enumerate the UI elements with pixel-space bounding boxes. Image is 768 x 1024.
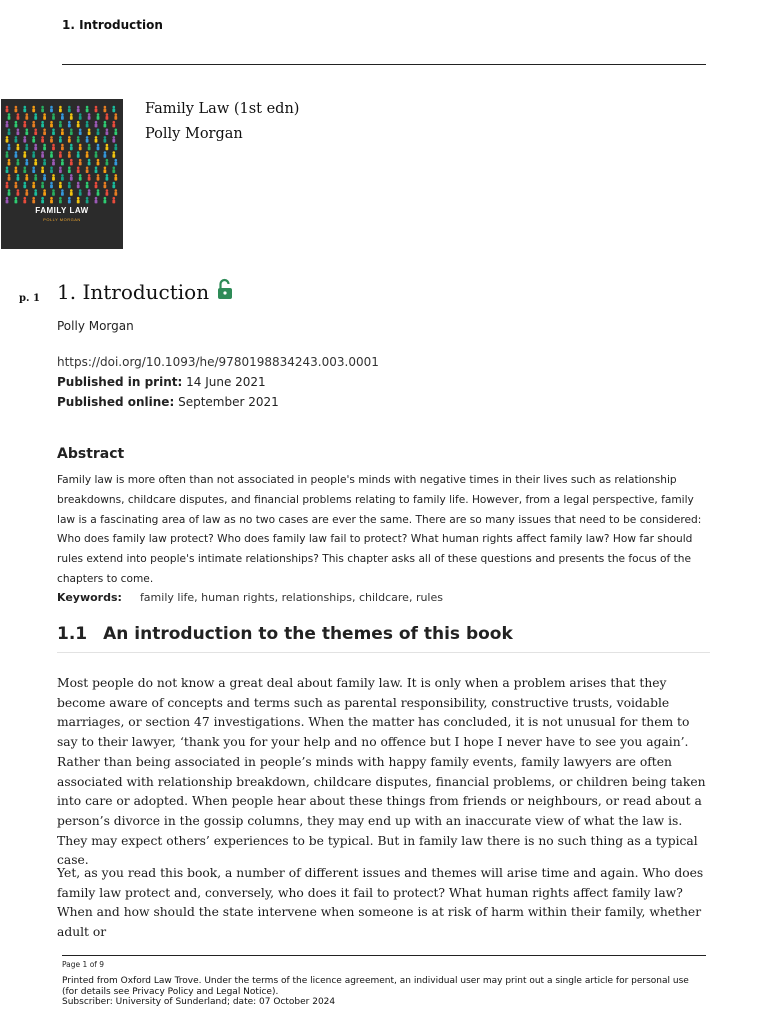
keyword-link[interactable]: childcare (358, 591, 409, 604)
body-paragraph: Yet, as you read this book, a number of different issues and themes will arise time and again. Who does family law protect and, conversely, who does it fail to protect? What human rights affect family law? When and how should the state intervene when someone is at risk of harm within their family, whether adult or (57, 866, 704, 940)
keyword-link[interactable]: family life (139, 591, 195, 604)
abstract-heading: Abstract (57, 446, 125, 462)
published-online-date: September 2021 (178, 395, 279, 409)
licence-notice: Printed from Oxford Law Trove. Under the terms of the licence agreement, an individual user may print out a single article for personal use (for details see Privacy Policy and Legal Notice). (62, 976, 689, 997)
keyword-link[interactable]: human rights (201, 591, 275, 604)
section-title: An introduction to the themes of this book (103, 624, 513, 644)
published-online-label: Published online: (57, 395, 175, 409)
published-print (57, 372, 379, 392)
body-paragraph: Most people do not know a great deal about family law. It is only when a problem arises that they become aware of concepts and terms such as parental responsibility, constructive trusts, voidable marriages, or section 47 investigations. When the matter has concluded, it is not unusual for them to say to their lawyer, ‘thank you for your help and no offence but I hope I never have to see you again’. Rather than being associated in people’s minds with happy family events, family lawyers are often associated with relationship breakdown, childcare disputes, financial problems, or children being taken into care or adopted. When people hear about these things from friends or neighbours, or read about a person’s divorce in the gossip columns, they may end up with an inaccurate view of what the law is. They may expect others’ experiences to be typical. But in family law there is no such thing as a typical case. (57, 676, 706, 868)
subscriber-info: Subscriber: University of Sunderland; date: 07 October 2024 (62, 997, 336, 1007)
section-number: 1.1 (57, 624, 88, 644)
chapter-title: 1. Introduction (57, 280, 210, 304)
chapter-heading (57, 280, 233, 304)
abstract-text: Family law is more often than not associated in people's minds with negative times in their lives such as relationship breakdowns, childcare disputes, and financial problems relating to family life. However, from a legal perspective, family law is a fascinating area of law as no two cases are ever the same. There are so many issues that need to be considered: Who does family law protect? Who does family law fail to protect? What human rights affect family law? How far should rules extend into people's intimate relationships? This chapter asks all of these questions and presents the focus of the chapters to come. (57, 474, 702, 585)
book-title[interactable]: Family Law (1st edn) (145, 101, 300, 117)
published-online (57, 392, 379, 412)
page-count: Page 1 of 9 (62, 960, 105, 969)
page-marker: p. 1 (19, 293, 40, 304)
keyword-link[interactable]: rules (415, 591, 443, 604)
chapter-author[interactable]: Polly Morgan (57, 319, 134, 333)
running-head: 1. Introduction (62, 18, 163, 32)
open-lock-icon (217, 278, 233, 300)
keywords (57, 591, 443, 604)
cover-title: FAMILY LAW (35, 206, 89, 215)
footer-divider (62, 955, 706, 956)
book-author: Polly Morgan (145, 126, 243, 142)
header-divider (62, 64, 706, 65)
cover-art (1, 99, 123, 249)
book-cover-image[interactable] (1, 99, 123, 249)
keyword-link[interactable]: relationships (281, 591, 352, 604)
publication-info (57, 352, 379, 412)
published-print-date: 14 June 2021 (186, 375, 266, 389)
cover-author: POLLY MORGAN (43, 217, 81, 222)
keywords-label: Keywords: (57, 591, 122, 604)
published-print-label: Published in print: (57, 375, 183, 389)
book-meta (145, 97, 299, 147)
keywords-list: family life, human rights, relationships, childcare, rules (139, 591, 443, 604)
doi-link[interactable]: https://doi.org/10.1093/he/9780198834243.003.0001 (57, 355, 379, 369)
footer-notice (62, 976, 702, 1008)
section-heading (57, 624, 710, 653)
